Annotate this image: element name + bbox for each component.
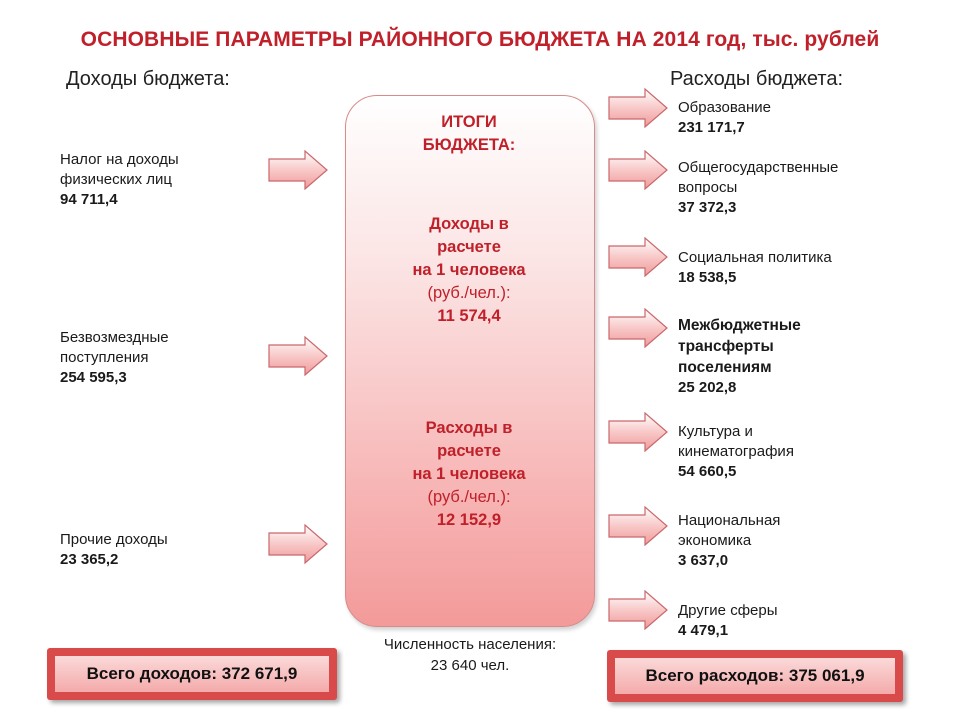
expense-item-social [678, 248, 832, 288]
expense-item-name-line: вопросы [678, 179, 738, 196]
expense-item-culture [678, 422, 794, 482]
expense-per-capita-label: Расходы в [425, 419, 513, 437]
expense-item-name-line: Общегосударственные [678, 159, 839, 176]
arrow-right-icon [608, 412, 668, 452]
expense-item-name-line: Социальная политика [678, 249, 832, 266]
expense-item-economy [678, 511, 780, 571]
income-per-capita [345, 213, 593, 328]
population-value: 23 640 чел. [430, 657, 510, 674]
income-item-name-line: физических лиц [60, 171, 172, 188]
arrow-right-icon [608, 506, 668, 546]
income-item-name-line: Налог на доходы [60, 151, 179, 168]
summary-heading [345, 111, 593, 157]
expense-per-capita-unit: (руб./чел.): [427, 488, 511, 506]
income-heading: Доходы бюджета: [66, 68, 230, 90]
income-item-other [60, 530, 168, 570]
expense-item-name-line: Образование [678, 99, 771, 116]
income-item-grants [60, 328, 169, 388]
expense-item-value: 37 372,3 [678, 199, 737, 216]
expense-item-value: 231 171,7 [678, 119, 745, 136]
budget-summary-box [345, 95, 595, 627]
expense-item-other [678, 601, 778, 641]
expense-item-education [678, 98, 771, 138]
population-label: Численность населения: [383, 636, 557, 653]
expense-per-capita-value: 12 152,9 [436, 511, 502, 529]
income-item-ndfl [60, 150, 179, 210]
arrow-right-icon [268, 150, 328, 190]
arrow-right-icon [268, 524, 328, 564]
arrow-right-icon [608, 308, 668, 348]
income-per-capita-label: на 1 человека [412, 261, 526, 279]
income-item-value: 254 595,3 [60, 369, 127, 386]
expense-item-name-line: Национальная [678, 512, 781, 529]
income-item-value: 94 711,4 [60, 191, 118, 208]
arrow-right-icon [268, 336, 328, 376]
expense-item-value: 18 538,5 [678, 269, 737, 286]
expense-item-transfers [678, 315, 801, 398]
expense-item-value: 25 202,8 [678, 379, 737, 396]
expense-item-name-line: кинематография [678, 443, 794, 460]
income-item-name-line: Безвозмездные [60, 329, 169, 346]
income-item-value: 23 365,2 [60, 551, 119, 568]
expense-per-capita-label: расчете [437, 442, 501, 460]
arrow-right-icon [608, 150, 668, 190]
income-per-capita-value: 11 574,4 [437, 307, 501, 325]
expense-item-general [678, 158, 838, 218]
expense-item-name-line: поселениям [678, 359, 772, 376]
expense-total: Всего расходов: 375 061,9 [615, 658, 895, 694]
expense-item-value: 54 660,5 [678, 463, 737, 480]
expense-total-box [607, 650, 903, 702]
expense-item-name-line: экономика [678, 532, 752, 549]
income-per-capita-label: расчете [437, 238, 501, 256]
population [340, 634, 600, 676]
income-item-name-line: поступления [60, 349, 149, 366]
expense-heading: Расходы бюджета: [670, 68, 843, 90]
page-title: ОСНОВНЫЕ ПАРАМЕТРЫ РАЙОННОГО БЮДЖЕТА НА 2014 год, тыс. рублей [80, 28, 880, 51]
expense-item-name-line: трансферты [678, 338, 774, 355]
expense-item-name-line: Культура и [678, 423, 753, 440]
income-total: Всего доходов: 372 671,9 [55, 656, 329, 692]
expense-item-value: 4 479,1 [678, 622, 729, 639]
arrow-right-icon [608, 237, 668, 277]
income-total-box [47, 648, 337, 700]
income-per-capita-unit: (руб./чел.): [427, 284, 511, 302]
expense-item-name-line: Другие сферы [678, 602, 778, 619]
expense-item-value: 3 637,0 [678, 552, 729, 569]
expense-item-name-line: Межбюджетные [678, 317, 801, 334]
expense-per-capita-label: на 1 человека [412, 465, 526, 483]
income-item-name-line: Прочие доходы [60, 531, 168, 548]
income-per-capita-label: Доходы в [429, 215, 509, 233]
summary-heading-line: ИТОГИ [441, 113, 497, 131]
arrow-right-icon [608, 590, 668, 630]
summary-heading-line: БЮДЖЕТА: [422, 136, 516, 154]
arrow-right-icon [608, 88, 668, 128]
expense-per-capita [345, 417, 593, 532]
